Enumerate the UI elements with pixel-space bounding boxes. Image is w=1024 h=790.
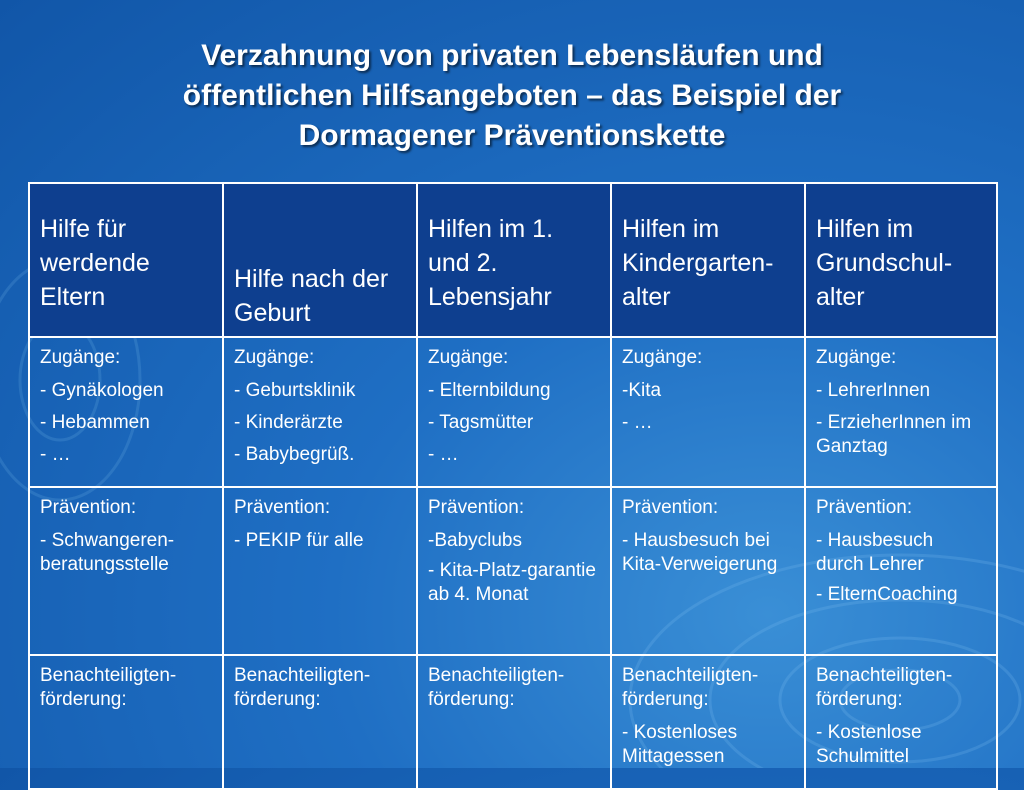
slide-title-line: Dormagener Präventionskette bbox=[298, 119, 726, 152]
cell-item: - Kostenlose Schulmittel bbox=[816, 722, 922, 767]
cell-item: - Kita-Platz-garantie ab 4. Monat bbox=[428, 560, 596, 605]
table-cell bbox=[611, 487, 805, 655]
cell-title: Zugänge: bbox=[622, 347, 703, 368]
cell-item: - Gynäkologen bbox=[40, 380, 164, 401]
cell-item: - Babybegrüß. bbox=[234, 444, 355, 465]
cell-title: Benachteiligten-förderung: bbox=[816, 665, 953, 710]
cell-item: - Geburtsklinik bbox=[234, 380, 356, 401]
table-cell bbox=[611, 655, 805, 789]
table-row bbox=[29, 655, 997, 789]
table-cell bbox=[223, 337, 417, 487]
table-cell bbox=[223, 487, 417, 655]
table-cell bbox=[417, 337, 611, 487]
cell-item: - PEKIP für alle bbox=[234, 530, 364, 551]
cell-title: Benachteiligten-förderung: bbox=[428, 665, 565, 710]
cell-item: - Elternbildung bbox=[428, 380, 551, 401]
table-header-row bbox=[29, 183, 997, 337]
cell-item: - ElternCoaching bbox=[816, 584, 958, 605]
cell-title: Prävention: bbox=[40, 497, 137, 518]
table-cell bbox=[29, 655, 223, 789]
table-cell bbox=[417, 487, 611, 655]
table-row bbox=[29, 337, 997, 487]
table-cell bbox=[223, 655, 417, 789]
slide-title bbox=[60, 36, 964, 156]
cell-title: Prävention: bbox=[234, 497, 331, 518]
table-cell bbox=[805, 337, 997, 487]
table-cell bbox=[29, 487, 223, 655]
table-cell bbox=[611, 337, 805, 487]
cell-item: - Hebammen bbox=[40, 412, 150, 433]
cell-item: - … bbox=[40, 444, 71, 465]
cell-title: Zugänge: bbox=[816, 347, 897, 368]
slide-title-line: Verzahnung von privaten Lebensläufen und bbox=[201, 39, 823, 72]
table-cell bbox=[805, 487, 997, 655]
header-cell: Hilfen im Kindergarten-alter bbox=[611, 183, 805, 337]
slide-title-line: öffentlichen Hilfsangeboten – das Beispiel der bbox=[182, 79, 842, 112]
cell-title: Zugänge: bbox=[428, 347, 509, 368]
cell-item: - LehrerInnen bbox=[816, 380, 931, 401]
cell-item: - Tagsmütter bbox=[428, 412, 534, 433]
header-cell: Hilfe nach der Geburt bbox=[223, 183, 417, 337]
cell-item: - Hausbesuch bei Kita-Verweigerung bbox=[622, 530, 778, 575]
cell-title: Prävention: bbox=[428, 497, 525, 518]
cell-item: - Schwangeren-beratungsstelle bbox=[40, 530, 175, 575]
header-cell: Hilfen im 1. und 2. Lebensjahr bbox=[417, 183, 611, 337]
cell-title: Benachteiligten-förderung: bbox=[40, 665, 177, 710]
header-cell: Hilfen im Grundschul-alter bbox=[805, 183, 997, 337]
cell-item: - Hausbesuch durch Lehrer bbox=[816, 530, 934, 575]
cell-title: Zugänge: bbox=[234, 347, 315, 368]
table-cell bbox=[29, 337, 223, 487]
table-row bbox=[29, 487, 997, 655]
cell-item: - Kostenloses Mittagessen bbox=[622, 722, 738, 767]
cell-item: - Kinderärzte bbox=[234, 412, 343, 433]
cell-item: - … bbox=[622, 412, 653, 433]
cell-item: - ErzieherInnen im Ganztag bbox=[816, 412, 972, 457]
cell-title: Prävention: bbox=[622, 497, 719, 518]
cell-title: Zugänge: bbox=[40, 347, 121, 368]
cell-item: - … bbox=[428, 444, 459, 465]
header-cell: Hilfe für werdende Eltern bbox=[29, 183, 223, 337]
cell-item: -Babyclubs bbox=[428, 530, 522, 551]
cell-title: Benachteiligten-förderung: bbox=[622, 665, 759, 710]
table-cell bbox=[805, 655, 997, 789]
cell-title: Benachteiligten-förderung: bbox=[234, 665, 371, 710]
cell-item: -Kita bbox=[622, 380, 662, 401]
prevention-chain-table bbox=[28, 182, 998, 790]
table-cell bbox=[417, 655, 611, 789]
cell-title: Prävention: bbox=[816, 497, 913, 518]
